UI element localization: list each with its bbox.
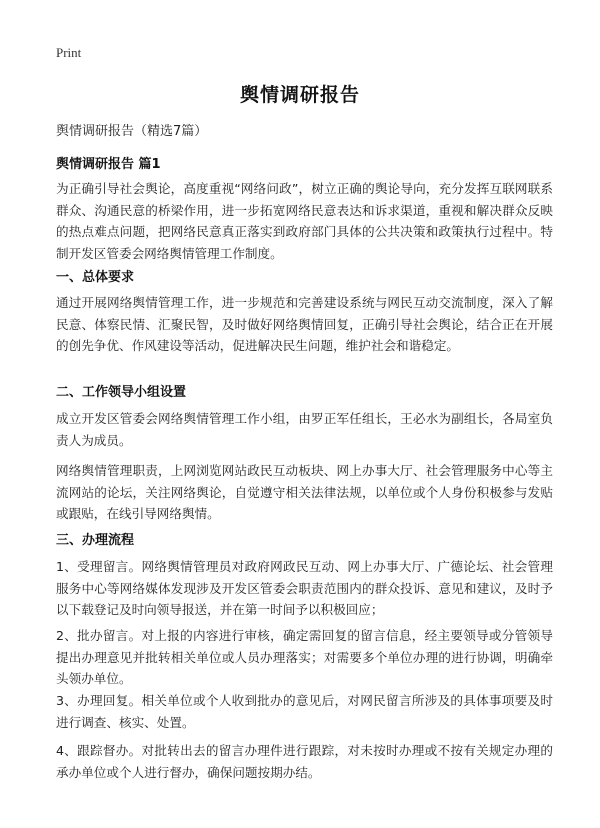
print-link[interactable]: Print [56,45,82,60]
page-title: 舆情调研报告 [239,84,360,106]
document-subtitle: 舆情调研报告（精选7篇） [56,124,208,139]
process-step-2: 2、批办留言。对上报的内容进行审核，确定需回复的留言信息，经主要领导或分管领导提出办理意见并批转相关单位或人员办理落实；对需要多个单位办理的进行协调，明确牵头领办单位。 [56,628,553,686]
section-heading-requirements: 一、总体要求 [56,270,135,285]
process-step-4: 4、跟踪督办。对批转出去的留言办理件进行跟踪，对未按时办理或不按有关规定办理的承办单位或个人进行督办，确保问题按期办结。 [56,743,553,780]
process-step-1: 1、受理留言。网络舆情管理员对政府网政民互动、网上办事大厅、广德论坛、社会管理服务中心等网络媒体发现涉及开发区管委会职责范围内的群众投诉、意见和建议，及时予以下载登记及时向领导报送，并在第一时间予以积极回应； [56,559,553,617]
section-heading-process: 三、办理流程 [56,533,135,548]
leadership-paragraph-2: 网络舆情管理职责，上网浏览网站政民互动板块、网上办事大厅、社会管理服务中心等主流网站的论坛，关注网络舆论，自觉遵守相关法律法规，以单位或个人身份积极参与发贴或跟贴，在线引导网络舆情。 [56,463,553,521]
process-step-3: 3、办理回复。相关单位或个人收到批办的意见后，对网民留言所涉及的具体事项要及时进行调查、核实、处置。 [56,693,553,730]
article-heading: 舆情调研报告 篇1 [56,157,161,172]
intro-paragraph: 为正确引导社会舆论，高度重视“网络问政”，树立正确的舆论导向，充分发挥互联网联系群众、沟通民意的桥梁作用，进一步拓宽网络民意表达和诉求渠道，重视和解决群众反映的热点难点问题，把网络民意真正落实到政府部门具体的公共决策和政策执行过程中。特制开发区管委会网络舆情管理工作制度。 [56,181,553,261]
leadership-paragraph-1: 成立开发区管委会网络舆情管理工作小组，由罗正军任组长，王必水为副组长，各局室负责人为成员。 [56,411,553,448]
section-heading-leadership: 二、工作领导小组设置 [56,385,187,400]
requirements-paragraph: 通过开展网络舆情管理工作，进一步规范和完善建设系统与网民互动交流制度，深入了解民意、体察民情、汇聚民智，及时做好网络舆情回复，正确引导社会舆论，结合正在开展的创先争优、作风建设等活动，促进解决民生问题，维护社会和谐稳定。 [56,295,553,353]
